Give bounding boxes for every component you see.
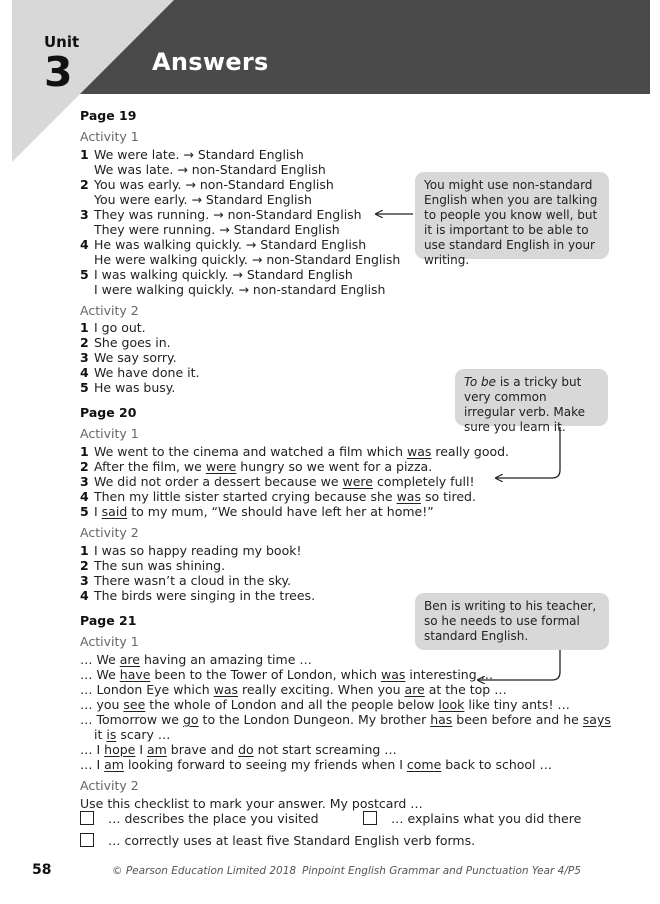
underlined-verb: come [406, 757, 442, 772]
underlined-verb: were [342, 474, 373, 489]
underlined-verb: are [119, 652, 140, 667]
arrow-icon [478, 650, 560, 680]
underlined-verb: see [123, 697, 146, 712]
postcard-line: … Tomorrow we go to the London Dungeon. My brother has been before and he says [80, 712, 611, 727]
underlined-verb: hope [104, 742, 136, 757]
page-19-heading: Page 19 [80, 108, 137, 123]
item-number: 3 [80, 350, 89, 365]
answer-line: Then my little sister started crying because she was so tired. [94, 489, 476, 504]
underlined-verb: am [104, 757, 124, 772]
underlined-verb: am [146, 742, 167, 757]
answer-line: I was so happy reading my book! [94, 543, 302, 558]
item-number: 1 [80, 147, 89, 162]
answer-line: He were walking quickly. → non-Standard English [94, 252, 401, 267]
underlined-verb: was [396, 489, 421, 504]
postcard-line: … you see the whole of London and all the people below look like tiny ants! … [80, 697, 570, 712]
unit-label: Unit [44, 33, 80, 51]
item-number: 5 [80, 504, 89, 519]
postcard-line: … I am looking forward to seeing my friends when I come back to school … [80, 757, 552, 772]
answer-line: We was late. → non-Standard English [94, 162, 326, 177]
answer-line: You was early. → non-Standard English [94, 177, 334, 192]
answer-line: We were late. → Standard English [94, 147, 304, 162]
item-number: 2 [80, 177, 89, 192]
item-number: 3 [80, 207, 89, 222]
checklist-intro: Use this checklist to mark your answer. My postcard … [80, 796, 423, 811]
checklist-item: … explains what you did there [391, 811, 582, 826]
answer-line: I were walking quickly. → non-standard English [94, 282, 386, 297]
answer-line: We did not order a dessert because we were completely full! [94, 474, 475, 489]
item-number: 5 [80, 267, 89, 282]
tip-note-standard-english: You might use non-standard English when you are talking to people you know well, but it is important to be able to use standard English in your writing. [415, 172, 609, 259]
item-number: 2 [80, 558, 89, 573]
arrow-icon [496, 427, 560, 478]
footer-page-number: 58 [32, 862, 52, 878]
item-number: 1 [80, 320, 89, 335]
item-number: 5 [80, 380, 89, 395]
item-number: 3 [80, 474, 89, 489]
answer-line: He was busy. [94, 380, 176, 395]
item-number: 2 [80, 459, 89, 474]
answer-line: The sun was shining. [94, 558, 226, 573]
answer-line: The birds were singing in the trees. [94, 588, 316, 603]
underlined-verb: was [213, 682, 239, 697]
underlined-verb: is [106, 727, 117, 742]
answer-line: I said to my mum, “We should have left her at home!” [94, 504, 434, 519]
footer-copyright: © Pearson Education Limited 2018 [112, 865, 297, 877]
p19-activity-1-heading: Activity 1 [80, 129, 139, 144]
answer-line: She goes in. [94, 335, 171, 350]
answer-line: We say sorry. [94, 350, 177, 365]
answer-line: After the film, we were hungry so we went for a pizza. [94, 459, 433, 474]
postcard-line: … I hope I am brave and do not start screaming … [80, 742, 397, 757]
tip-note-to-be: To be is a tricky but very common irregular verb. Make sure you learn it. [455, 369, 608, 426]
answer-line: You were early. → Standard English [94, 192, 312, 207]
answer-line: They were running. → Standard English [94, 222, 340, 237]
p19-activity-2-heading: Activity 2 [80, 303, 139, 318]
answer-line: We went to the cinema and watched a film which was really good. [94, 444, 510, 459]
underlined-verb: says [582, 712, 611, 727]
checklist-item: … describes the place you visited [108, 811, 319, 826]
underlined-verb: are [404, 682, 425, 697]
postcard-line: … We are having an amazing time … [80, 652, 312, 667]
page-title: Answers [152, 48, 269, 76]
answer-line: They was running. → non-Standard English [94, 207, 362, 222]
underlined-verb: was [381, 667, 406, 682]
answer-line: We have done it. [94, 365, 200, 380]
p21-activity-2-heading: Activity 2 [80, 778, 139, 793]
underlined-verb: have [119, 667, 151, 682]
underlined-verb: has [430, 712, 453, 727]
item-number: 4 [80, 365, 89, 380]
underlined-verb: said [101, 504, 128, 519]
answer-line: I was walking quickly. → Standard English [94, 267, 353, 282]
underlined-verb: look [438, 697, 465, 712]
answer-line: He was walking quickly. → Standard English [94, 237, 367, 252]
underlined-verb: do [238, 742, 254, 757]
item-number: 1 [80, 543, 89, 558]
page-20-heading: Page 20 [80, 405, 137, 420]
item-number: 2 [80, 335, 89, 350]
postcard-line: … We have been to the Tower of London, which was interesting … [80, 667, 494, 682]
tip-note-formal: Ben is writing to his teacher, so he needs to use formal standard English. [415, 593, 609, 650]
p20-activity-1-heading: Activity 1 [80, 426, 139, 441]
item-number: 4 [80, 489, 89, 504]
page-21-heading: Page 21 [80, 613, 137, 628]
underlined-verb: go [182, 712, 199, 727]
item-number: 3 [80, 573, 89, 588]
item-number: 4 [80, 588, 89, 603]
answer-line: There wasn’t a cloud in the sky. [94, 573, 292, 588]
p21-activity-1-heading: Activity 1 [80, 634, 139, 649]
underlined-verb: were [205, 459, 237, 474]
p20-activity-2-heading: Activity 2 [80, 525, 139, 540]
item-number: 1 [80, 444, 89, 459]
postcard-line: it is scary … [94, 727, 171, 742]
unit-number: 3 [44, 48, 73, 96]
underlined-verb: was [406, 444, 432, 459]
answer-line: I go out. [94, 320, 146, 335]
checklist-item: … correctly uses at least five Standard English verb forms. [108, 833, 476, 848]
footer-book-title: Pinpoint English Grammar and Punctuation Year 4/P5 [302, 865, 581, 877]
item-number: 4 [80, 237, 89, 252]
postcard-line: … London Eye which was really exciting. When you are at the top … [80, 682, 507, 697]
